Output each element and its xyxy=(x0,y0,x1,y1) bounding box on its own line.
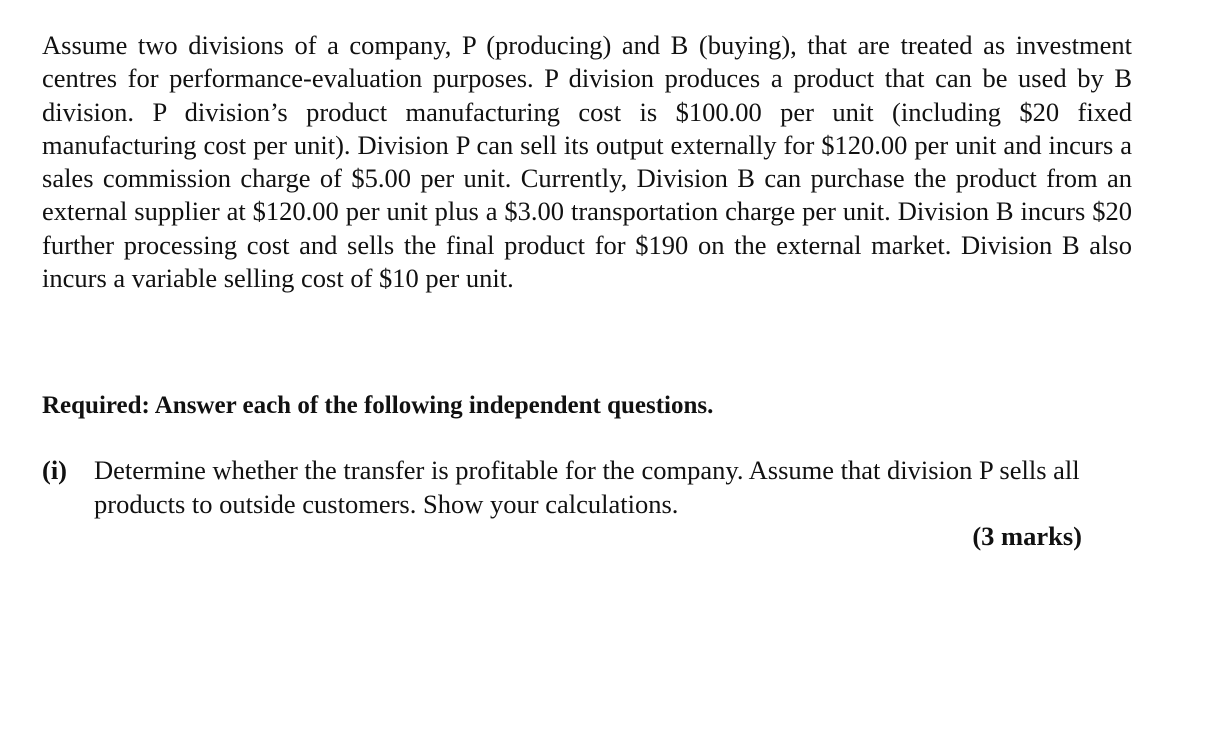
scenario-paragraph: Assume two divisions of a company, P (producing) and B (buying), that are treated as investment centres for performance-evaluation purposes. P division produces a product that can be used by B division. P division’s product manufacturing cost is $100.00 per unit (including $20 fixed manufacturing cost per unit). Division P can sell its output externally for $120.00 per unit and incurs a sales commission charge of $5.00 per unit. Currently, Division B can purchase the product from an external supplier at $120.00 per unit plus a $3.00 transportation charge per unit. Division B incurs $20 further processing cost and sells the final product for $190 on the external market. Division B also incurs a variable selling cost of $10 per unit. xyxy=(42,30,1132,294)
question-number: (i) xyxy=(42,455,68,485)
question-marks: (3 marks) xyxy=(972,521,1082,551)
question-text: Determine whether the transfer is profitable for the company. Assume that division P sells all products to outside customers. Show your calculations. xyxy=(94,455,1080,519)
required-heading: Required: Answer each of the following independent questions. xyxy=(42,392,714,419)
question-item xyxy=(42,453,1102,521)
